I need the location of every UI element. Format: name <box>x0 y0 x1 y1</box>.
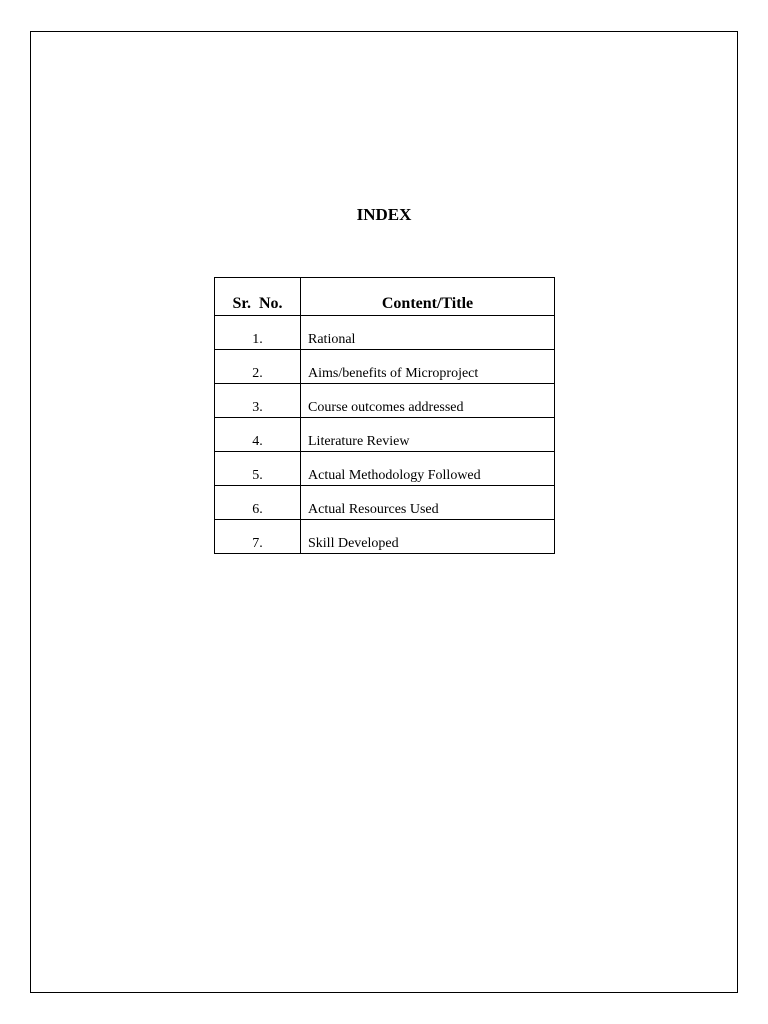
serial-number-cell: 7. <box>215 520 301 554</box>
content-title-cell: Actual Methodology Followed <box>301 452 555 486</box>
content-title-cell: Actual Resources Used <box>301 486 555 520</box>
serial-number-cell: 1. <box>215 316 301 350</box>
content-title-cell: Skill Developed <box>301 520 555 554</box>
serial-number-cell: 3. <box>215 384 301 418</box>
table-header-row <box>215 278 555 316</box>
table-row <box>215 452 555 486</box>
content-title-cell: Aims/benefits of Microproject <box>301 350 555 384</box>
table-row <box>215 316 555 350</box>
content-title-cell: Literature Review <box>301 418 555 452</box>
table-row <box>215 520 555 554</box>
column-header-title: Content/Title <box>301 278 555 316</box>
serial-number-cell: 5. <box>215 452 301 486</box>
page-title: INDEX <box>356 205 412 224</box>
content-title-cell: Course outcomes addressed <box>301 384 555 418</box>
serial-number-cell: 6. <box>215 486 301 520</box>
column-header-serial: Sr. No. <box>215 278 301 316</box>
index-table <box>214 277 555 554</box>
serial-number-cell: 4. <box>215 418 301 452</box>
serial-number-cell: 2. <box>215 350 301 384</box>
table-row <box>215 350 555 384</box>
table-row <box>215 418 555 452</box>
table-row <box>215 384 555 418</box>
table-row <box>215 486 555 520</box>
content-title-cell: Rational <box>301 316 555 350</box>
